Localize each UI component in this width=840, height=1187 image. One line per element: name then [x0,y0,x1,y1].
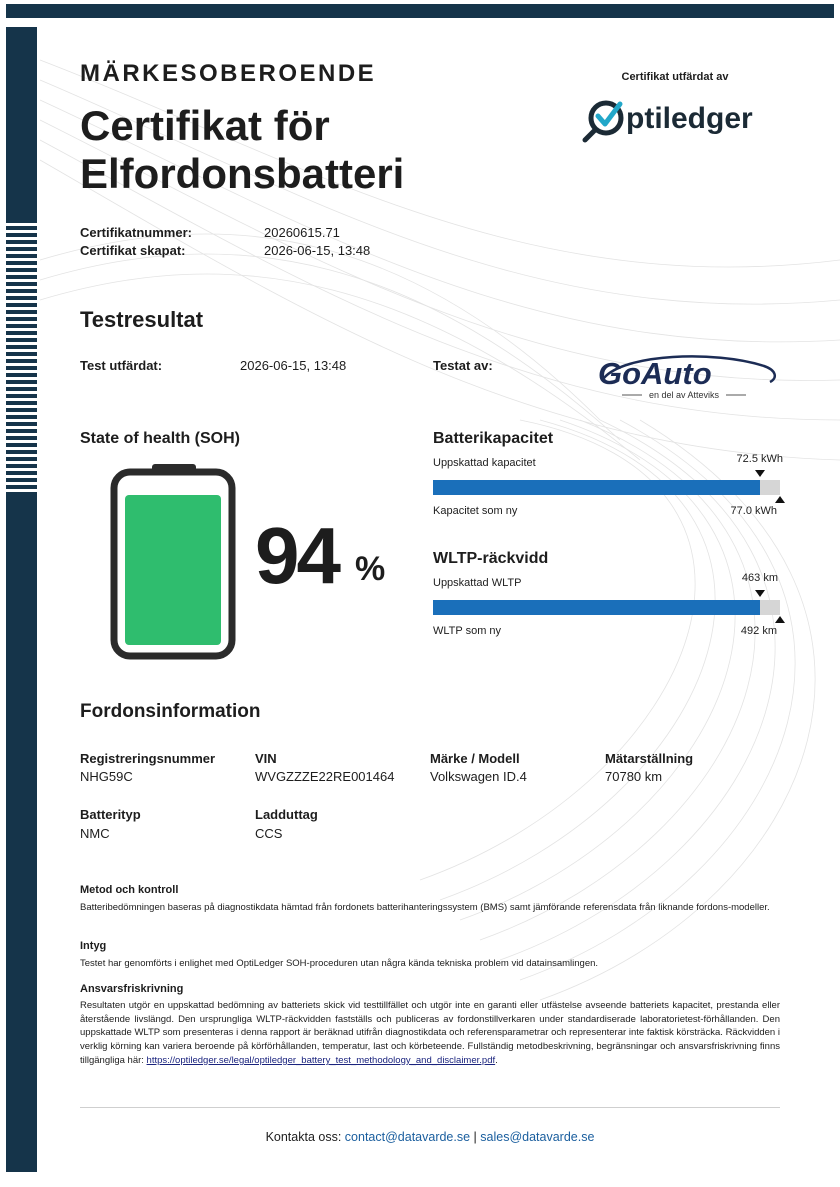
capacity-bar-fill [433,480,760,495]
contact-label: Kontakta oss: [265,1130,342,1144]
wltp-estimated-marker [755,590,765,597]
wltp-new-value: 492 km [740,625,777,637]
make-model-value: Volkswagen ID.4 [430,769,527,784]
svg-text:en del av Atteviks: en del av Atteviks [648,390,720,400]
capacity-estimated-value: 72.5 kWh [736,453,783,465]
tested-by-label: Testat av: [433,358,493,373]
reg-number-value: NHG59C [80,769,133,784]
title-line-1: Certifikat för [80,102,330,149]
battery-type-label: Batterityp [80,807,141,822]
title-line-2: Elfordonsbatteri [80,150,405,197]
disclaimer-end: . [495,1054,498,1066]
disclaimer-text [80,999,780,1068]
wltp-bar-fill [433,600,760,615]
vin-label: VIN [255,751,277,766]
test-results-heading: Testresultat [80,307,204,332]
svg-text:GoAuto: GoAuto [598,356,712,391]
contact-email-link[interactable]: contact@datavarde.se [344,1130,471,1144]
certificate-kicker: MÄRKESOBEROENDE [80,60,377,87]
battery-type-value: NMC [80,826,110,841]
battery-level-fill [125,495,221,645]
side-border-bar-lower [6,494,37,1172]
capacity-heading: Batterikapacitet [433,430,554,447]
certification-title: Intyg [80,940,107,952]
sales-email-link[interactable]: sales@datavarde.se [480,1130,595,1144]
odometer-label: Mätarställning [605,751,694,766]
test-issued-label: Test utfärdat: [80,358,163,373]
capacity-new-marker [775,496,785,503]
method-text: Batteribedömningen baseras på diagnostikdata hämtad från fordonets batterihanteringssystem (BMS) samt jämförande referensdata från liknande fordons-modeller. [80,902,770,913]
battery-icon [110,464,236,660]
soh-unit: % [355,550,386,588]
svg-text:ptiledger: ptiledger [626,102,753,135]
certificate-number-label: Certifikatnummer: [80,225,192,240]
issued-by-label: Certifikat utfärdat av [621,71,729,83]
footer-contact [80,1130,780,1144]
capacity-estimated-marker [755,470,765,477]
goauto-logo [594,348,780,404]
wltp-new-marker [775,616,785,623]
vin-value: WVGZZZE22RE001464 [255,769,395,784]
side-border-stripes [6,226,37,494]
capacity-estimated-label: Uppskattad kapacitet [433,457,536,469]
capacity-bar [433,480,780,495]
reg-number-label: Registreringsnummer [80,751,216,766]
disclaimer-title: Ansvarsfriskrivning [80,983,184,995]
certification-text: Testet har genomförts i enlighet med OptiLedger SOH-proceduren utan några kända tekniska problem vid datainsamlingen. [80,958,599,969]
capacity-new-label: Kapacitet som ny [433,505,518,517]
side-border-bar [6,27,37,223]
certificate-created-label: Certifikat skapat: [80,243,186,258]
method-title: Metod och kontroll [80,884,179,896]
soh-value: 94 [255,511,338,600]
footer-separator: | [473,1130,477,1144]
test-issued-value: 2026-06-15, 13:48 [240,358,347,373]
disclaimer-link[interactable]: https://optiledger.se/legal/optiledger_battery_test_methodology_and_disclaimer.pdf [146,1054,496,1066]
wltp-bar [433,600,780,615]
certificate-title [80,102,404,198]
wltp-estimated-label: Uppskattad WLTP [433,577,522,589]
vehicle-info-heading: Fordonsinformation [80,701,261,722]
charging-port-value: CCS [255,826,283,841]
wltp-estimated-value: 463 km [741,572,778,584]
capacity-new-value: 77.0 kWh [730,505,777,517]
wltp-new-label: WLTP som ny [433,625,502,637]
disclaimer-body: Resultaten utgör en uppskattad bedömning av batteriets skick vid testtillfället och utgör inte en garanti eller utfästelse avseende batteriets kapacitet, prestanda eller återstående livslängd. Den ursprungliga WLTP-räckvidden fastställs och publiceras av fordonstillverkaren under standardiserade laboratorietest-förhållanden. Den uppskattade WLTP som presenteras i denna rapport är beräknad utifrån diagnostikdata och referensparametrar och representerar inte faktisk körsträcka. Räckvidden i verklig körning kan variera beroende på körförhållanden, temperatur, last och körbeteende. Fullständig metodbeskrivning, begränsningar och ansvarsfriskrivning finns tillgängliga här: [80,1000,780,1066]
certificate-created-value: 2026-06-15, 13:48 [264,243,371,258]
footer-divider [80,1107,780,1108]
top-border-bar [6,4,834,18]
make-model-label: Märke / Modell [430,751,520,766]
optiledger-logo [582,94,782,146]
wltp-heading: WLTP-räckvidd [433,550,549,567]
odometer-value: 70780 km [605,769,663,784]
soh-heading: State of health (SOH) [80,430,241,447]
certificate-number-value: 20260615.71 [264,225,340,240]
charging-port-label: Ladduttag [255,807,318,822]
